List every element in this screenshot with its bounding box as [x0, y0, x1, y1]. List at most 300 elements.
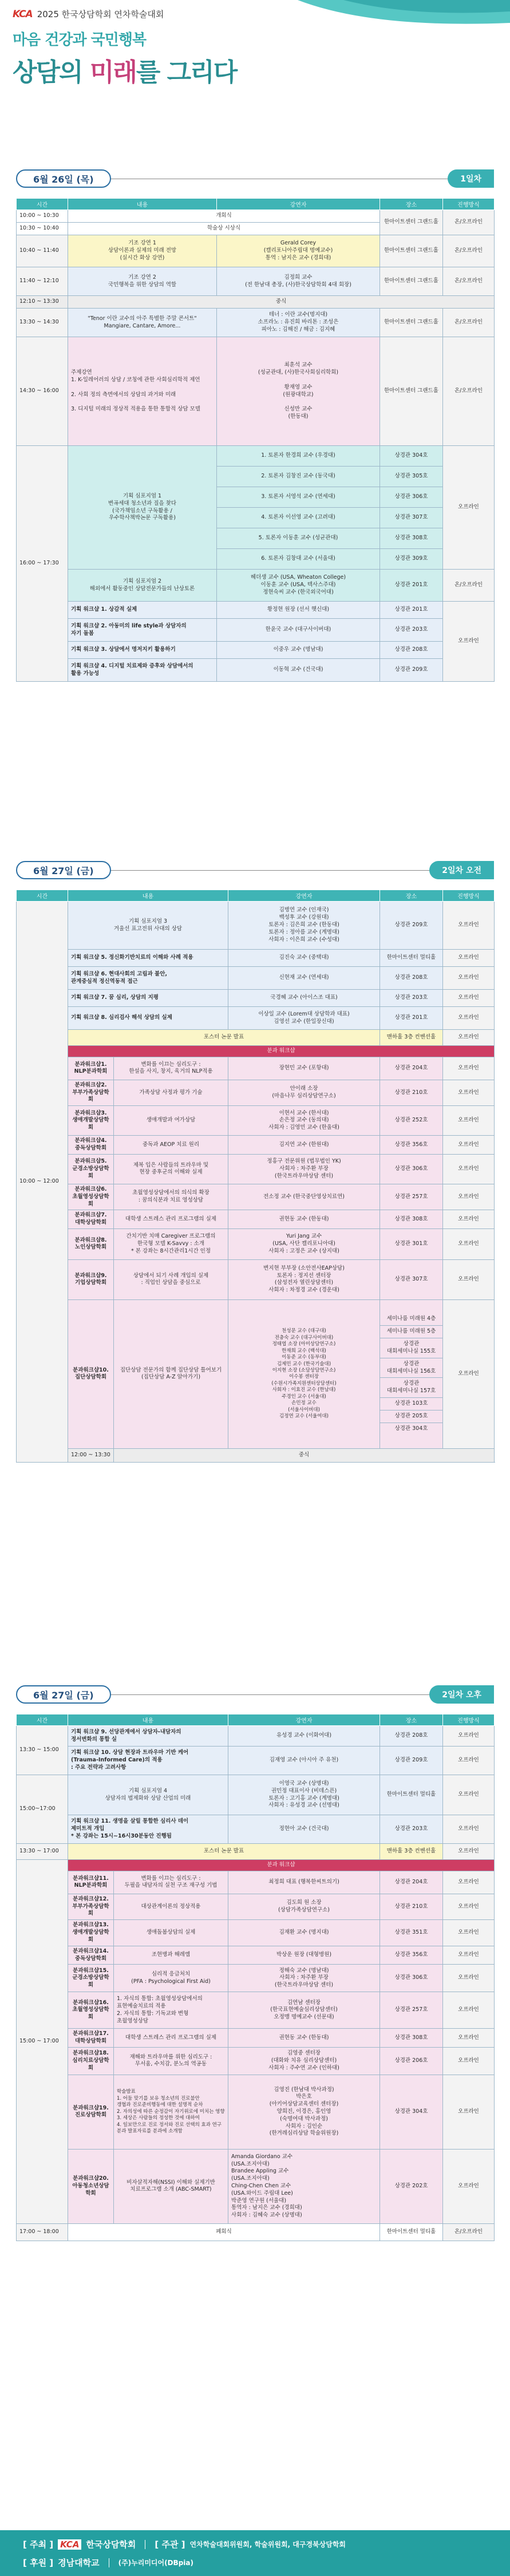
session-desc: 변곡세대 청소년과 질을 찾다 (국가책임소년 구독활용 / 우수학사책박논문 구독활용): [108, 500, 177, 521]
table-row: [17, 1448, 495, 1462]
time-cell: 13:30 ~ 17:00: [17, 1844, 68, 1860]
table-row: [17, 1299, 495, 1448]
time-cell: 17:00 ~ 18:00: [17, 2223, 68, 2241]
footer-row: [23, 2557, 193, 2569]
place-cell: 상경관 306호: [380, 1154, 443, 1184]
mode-cell: 오프라인: [443, 1775, 495, 1815]
mode-cell: 온/오프라인: [443, 337, 495, 446]
place-cell: 상경관 257호: [380, 1184, 443, 1210]
place-cell: 상경관 209호: [380, 902, 443, 950]
co-name: 연차학술대회위원회, 학술위원회, 대구경북상담학회: [189, 2541, 346, 2549]
place-cell: 상경관 202호: [380, 2149, 443, 2223]
speaker-cell: Amanda Giordano 교수 (USA.조지아대) Brandee Appling 교수 (USA.조지아대) Ching-Chen Chen 교수 (USA.와이드 주립대 Lee) 박준영 연구원 (서울대) 통역자 : 남지은 교수 (경희대) 사회자 : 김혜숙 교수 (상명대): [228, 2149, 380, 2223]
content-cell: 생애돌봄상담의 실제: [114, 1920, 228, 1946]
table-row: [17, 446, 495, 467]
time-cell: 15:00~17:00: [17, 1775, 68, 1844]
speaker-cell: 6. 토론자 김창대 교수 (서울대): [217, 549, 380, 570]
speaker-cell: 2. 토론자 김창진 교수 (동국대): [217, 467, 380, 487]
content-cell: 대학생 스트레스 관리 프로그램의 실제: [114, 2029, 228, 2048]
session-title: 기획 심포지엄 3: [128, 918, 168, 924]
speaker-cell: 권현동 교수 (한동대): [228, 2029, 380, 2048]
table-row: [17, 210, 495, 223]
place-cell: 상경관 308호: [380, 528, 443, 549]
speaker-cell: 권현동 교수 (한동대): [228, 1210, 380, 1229]
table-row: [17, 235, 495, 267]
col-place: 장소: [380, 1714, 443, 1726]
content-cell: 중식: [68, 296, 495, 309]
place-cell: 상경관 208호: [380, 1726, 443, 1747]
content-cell: 포스터 논문 발표: [68, 1844, 380, 1860]
workshop-name: 분과워크샵6. 초월영성상담학회: [68, 1184, 114, 1210]
place-cell: 상경관 204호: [380, 1871, 443, 1894]
col-content: 내용: [68, 1714, 228, 1726]
content-cell: 재해와 트라우마를 위한 심리도구 : 무서움, 수치감, 분노의 역공동: [114, 2047, 228, 2075]
mode-cell: 오프라인: [443, 1030, 495, 1046]
title-part: 상담의: [13, 58, 90, 87]
speaker-cell: 정해숙 교수 (명남대) 사회자 : 차주환 부장 (한국트라우마상담 센터): [228, 1965, 380, 1992]
place-cell: 상경관 307호: [380, 1259, 443, 1299]
col-time: 시간: [17, 199, 68, 210]
place-cell: 상경관 308호: [380, 2029, 443, 2048]
workshop-name: 분과워크샵13. 생애개발상담학회: [68, 1920, 114, 1946]
table-row: [17, 1965, 495, 1992]
speaker-cell: 김연남 센터장 (한국표현예술심리상담센터) 오정맹 명예교수 (선문대): [228, 1992, 380, 2029]
table-row: [17, 1184, 495, 1210]
content-cell: [68, 267, 217, 296]
col-content: 내용: [68, 199, 217, 210]
speaker-cell: 정현아 교수 (건국대): [228, 1815, 380, 1844]
content-cell: [68, 309, 217, 337]
place-cell: 상경관 307호: [380, 508, 443, 528]
subtitle: 마음 건강과 국민행복: [13, 31, 147, 49]
speaker-cell: 유성경 교수 (이화여대): [228, 1726, 380, 1747]
mode-cell: 온/오프라인: [443, 570, 495, 602]
table-row: [17, 2075, 495, 2149]
content-cell: [68, 570, 217, 602]
main-title: [13, 52, 493, 88]
workshop-name: 분과워크샵1. NLP분과학회: [68, 1057, 114, 1080]
place-cell: 상경관 203호: [380, 619, 443, 642]
mode-cell: 오프라인: [443, 2075, 495, 2149]
table-row: [17, 2149, 495, 2223]
mode-cell: 오프라인: [443, 1210, 495, 1229]
session-title: 기조 강연 2: [128, 274, 156, 280]
day2pm-date: 6월 27일 (금): [16, 1685, 111, 1704]
mode-cell: 오프라인: [443, 950, 495, 967]
session-desc: 상담이론과 실제의 미래 전망 (실시간 화상 강연): [108, 247, 177, 261]
place-cell: 한마이트센터 그랜드홀: [380, 267, 443, 296]
speaker-cell: 김정희 교수 (전 한남대 총장, (사)한국상담학회 4대 회장): [217, 267, 380, 296]
place-cell: 상경관 209호: [380, 1747, 443, 1775]
speaker-cell: 1. 토론자 한경희 교수 (우경대): [217, 446, 380, 467]
day2am-date: 6월 27일 (금): [16, 861, 111, 879]
speaker-cell: 김병연 교수 (인재국) 백성후 교수 (강원대) 토론자 : 김은희 교수 (한동대) 토론자 : 정아름 교수 (계명대) 사회자 : 이은희 교수 (수성대): [228, 902, 380, 950]
speaker-cell: 헤더생 교수 (USA, Wheaton College) 이동훈 교수 (USA, 텍사스주대) 정현숙씨 교수 (한국외국어대): [217, 570, 380, 602]
place-cell: 상경관 204호: [380, 1057, 443, 1080]
place-cell: 상경관 356호: [380, 1136, 443, 1155]
workshop-name: 분과워크샵9. 기업상담학회: [68, 1259, 114, 1299]
time-cell: 16:00 ~ 17:30: [17, 446, 68, 682]
place-cell: 상경관 203호: [380, 990, 443, 1007]
content-cell: 기획 워크샵 7. 꿈 심리, 상담의 지평: [68, 990, 228, 1007]
mode-cell: 오프라인: [443, 1871, 495, 1894]
time-cell: 11:40 ~ 12:10: [17, 267, 68, 296]
content-cell: 학술발표 1. 어둠 맞기를 보유 청소년의 진로불안 갱협과 진로준비행동에 대한 설명적 순차 2. 자의성에 따른 순정감이 자기위로에 미치는 영향 3. 세상은 사람들의 정성한 것에 대하여 4. 일보만으로 진로 정서와 진로 선택의 효과 연구 분과 발표자료를 분과에 소개함: [114, 2075, 228, 2149]
place-cell: 상경관 308호: [380, 1210, 443, 1229]
col-time: 시간: [17, 890, 68, 902]
time-cell: 10:40 ~ 11:40: [17, 235, 68, 267]
table-row: [17, 1815, 495, 1844]
day2am-section: [16, 859, 494, 1463]
speaker-cell: 이중우 교수 (명남대): [217, 642, 380, 659]
table-row: [17, 1228, 495, 1259]
workshop-name: 분과워크샵15. 군경소방상담학회: [68, 1965, 114, 1992]
room-label: 상경관 205호: [380, 1411, 442, 1423]
speaker-cell: 안이래 소장 (마음나무 심리상담연구소): [228, 1080, 380, 1105]
place-cell: 상경관 356호: [380, 1946, 443, 1965]
place-cell: 상경관 201호: [380, 570, 443, 602]
table-row: [17, 1946, 495, 1965]
place-cell: 한마이트센터 멀티홀: [380, 950, 443, 967]
workshop-name: 분과워크샵2. 부부가족상담학회: [68, 1080, 114, 1105]
mode-cell: 오프라인: [443, 1815, 495, 1844]
speaker-cell: 이영국 교수 (상명대) 권민정 대표이사 (비데스픈) 토론자 : 고기홍 교수 (계명대) 사회자 : 유성경 교수 (선명대): [228, 1775, 380, 1815]
speaker-cell: 장현민 교수 (포항대): [228, 1057, 380, 1080]
time-cell: 10:30 ~ 10:40: [17, 223, 68, 235]
workshop-name: 분과워크샵20. 아동청소년상담학회: [68, 2149, 114, 2223]
workshop-name: 분과워크샵12. 부부가족상담학회: [68, 1894, 114, 1919]
place-cell: [380, 1299, 443, 1448]
day1-badge: 1일차: [448, 169, 494, 188]
room-label: 상경관 대회세미나실 156호: [380, 1358, 442, 1378]
time-cell: 12:10 ~ 13:30: [17, 296, 68, 309]
content-cell: 제복 입은 사람들의 트라우마 및 현장 중후군의 이해와 실제: [114, 1154, 228, 1184]
session-desc: 상담자의 법제화와 상담 산업의 미래: [105, 1795, 191, 1801]
session-desc: 국민행복을 위한 상담의 역할: [108, 281, 177, 288]
table-header: [17, 890, 495, 902]
col-speaker: 강연자: [217, 199, 380, 210]
mode-cell: 오프라인: [443, 1747, 495, 1775]
mode-cell: 온/오프라인: [443, 309, 495, 337]
workshop-name: 분과워크샵5. 군경소방상담학회: [68, 1154, 114, 1184]
mode-cell: 오프라인: [443, 1184, 495, 1210]
table-row: [17, 1106, 495, 1136]
place-cell: 상경관 210호: [380, 1894, 443, 1919]
content-cell: [68, 446, 217, 570]
place-cell: 한마이트센터 그랜드홀: [380, 210, 443, 235]
content-cell: 집단상담 전문가의 함께 집단상담 틀어보기 (집단상담 A-Z 알아가기): [114, 1299, 228, 1448]
place-cell: 한마이트센터 멀티홀: [380, 1775, 443, 1815]
place-cell: 상경관 306호: [380, 487, 443, 508]
content-cell: 대학생 스트레스 관리 프로그램의 실제: [114, 1210, 228, 1229]
table-row: [17, 1920, 495, 1946]
mode-cell: 오프라인: [443, 1920, 495, 1946]
col-content: 내용: [68, 890, 228, 902]
content-cell: 비자살적자해(NSSI) 이해와 실제기반 치료프로그램 소개 (ABC-SMART): [114, 2149, 228, 2223]
mode-cell: 오프라인: [443, 1844, 495, 1860]
speaker-cell: 김진숙 교수 (중택대): [228, 950, 380, 967]
content-cell: 기획 워크샵 6. 현대사회의 고립과 불안, 관계중심적 정신역동적 접근: [68, 967, 228, 990]
day1-table: [16, 198, 495, 682]
mode-cell: 오프라인: [443, 2149, 495, 2223]
content-cell: 기획 워크샵 10. 상담 현장과 트라우마 기반 케어 (Trauma-Informed Care)의 적용 : 주요 전략과 고려사항: [68, 1747, 228, 1775]
place-cell: 상경관 208호: [380, 967, 443, 990]
day2am-table: [16, 890, 495, 1463]
mode-cell: 오프라인: [443, 1259, 495, 1299]
workshop-name: 분과워크샵17. 대학상담학회: [68, 2029, 114, 2048]
content-cell: 생애개발과 여가상담: [114, 1106, 228, 1136]
speaker-cell: 황정현 원장 (선서 헷신대): [217, 602, 380, 619]
day2pm-section: [16, 1683, 494, 2241]
time-cell: 14:30 ~ 16:00: [17, 337, 68, 446]
title-part: 를 그리다: [136, 58, 237, 87]
mode-cell: 오프라인: [443, 1992, 495, 2029]
table-row: [17, 659, 495, 682]
speaker-cell: 김영중 센터장 (대화와 치유 심리상담센터) 사회자 : 주수연 교수 (인하대): [228, 2047, 380, 2075]
content-cell: 대상관계이론의 정상적용: [114, 1894, 228, 1919]
place-cell: 상경관 203호: [380, 1815, 443, 1844]
table-row: [17, 619, 495, 642]
mode-cell: 온/오프라인: [443, 267, 495, 296]
content-cell: 기획 워크샵 1. 상감적 실제: [68, 602, 217, 619]
content-cell: 1. 자식의 통합: 초월영성상담에서의 표현예술치료의 적용 2. 자식의 통합: 기독교와 변형 초월영성상담: [114, 1992, 228, 2029]
content-cell: 기획 워크샵 3. 상담에서 명저지키 활용하기: [68, 642, 217, 659]
room-label: 상경관 304호: [394, 1425, 428, 1432]
speaker-cell: 한윤국 교수 (대구사이버대): [217, 619, 380, 642]
content-cell: [68, 1775, 228, 1815]
col-place: 장소: [380, 890, 443, 902]
table-row: [17, 1726, 495, 1747]
mode-cell: 온/오프라인: [443, 2223, 495, 2241]
day1-date: 6월 26일 (목): [16, 169, 111, 188]
workshop-name: 분과워크샵10. 집단상담학회: [68, 1299, 114, 1448]
day2am-date-row: [16, 859, 494, 882]
col-time: 시간: [17, 1714, 68, 1726]
speaker-cell: 이현서 교수 (한서대) 손은정 교수 (동의대) 사회자 : 김영민 교수 (한울대): [228, 1106, 380, 1136]
session-title: 주제강연: [71, 369, 92, 376]
mode-cell: 오프라인: [443, 1136, 495, 1155]
table-row: [17, 642, 495, 659]
table-row: [17, 1057, 495, 1080]
table-row: [17, 1775, 495, 1815]
col-place: 장소: [380, 199, 443, 210]
table-row: [17, 990, 495, 1007]
room-label: 세미나룸 미래원 4층: [380, 1313, 442, 1326]
content-cell: 학술상 시상식: [68, 223, 380, 235]
table-row: [17, 1030, 495, 1046]
time-cell: 12:00 ~ 13:30: [68, 1448, 114, 1462]
table-row: [17, 1259, 495, 1299]
speaker-cell: 신현재 교수 (연세대): [228, 967, 380, 990]
place-cell: 상경관 304호: [380, 2075, 443, 2149]
table-row: [17, 570, 495, 602]
workshop-name: 분과워크샵8. 노인상담학회: [68, 1228, 114, 1259]
content-cell: [68, 337, 217, 446]
place-cell: 상경관 208호: [380, 642, 443, 659]
time-cell: 15:00 ~ 17:00: [17, 1860, 68, 2224]
content-cell: 기획 워크샵 4. 디지털 치료제와 증후와 상담에서의 활용 가능성: [68, 659, 217, 682]
workshop-name: 분과워크샵19. 진로상담학회: [68, 2075, 114, 2149]
title-emphasis: 미래: [89, 58, 136, 87]
speaker-cell: 김도희 원 소장 (상담가족상담연구소): [228, 1894, 380, 1919]
content-cell: 폐회식: [68, 2223, 380, 2241]
table-row: [17, 2029, 495, 2048]
day1-date-row: [16, 167, 494, 190]
mode-cell: 오프라인: [443, 2029, 495, 2048]
session-title: "Tenor 이란 교수의 아주 특별한 주말 콘서트": [88, 315, 197, 322]
place-cell: 맨하홀 3층 컨벤션홀: [380, 1844, 443, 1860]
mode-cell: 오프라인: [443, 446, 495, 570]
content-cell: [68, 902, 228, 950]
session-title: 기획 심포지엄 4: [128, 1787, 168, 1794]
content-cell: 기획 워크샵 2. 아동미의 life style과 상담자의 자기 돌봄: [68, 619, 217, 642]
place-cell: 상경관 210호: [380, 1080, 443, 1105]
place-cell: 상경관 201호: [380, 1007, 443, 1030]
workshop-name: 분과워크샵4. 중독상담학회: [68, 1136, 114, 1155]
conference-name: 2025 한국상담학회 연차학술대회: [37, 9, 164, 19]
table-row: [17, 1154, 495, 1184]
content-cell: 중식: [114, 1448, 495, 1462]
mode-cell: 오프라인: [443, 1057, 495, 1080]
speaker-cell: 변지현 부부장 (소안전사EAP상담) 토론자 : 정지선 센터장 (삼성전자 열린상담센터) 사회자 : 차정경 교수 (경운대): [228, 1259, 380, 1299]
place-cell: 한마이트센터 멀티홀: [380, 2223, 443, 2241]
day2pm-badge: 2일차 오후: [429, 1685, 494, 1704]
day2am-badge: 2일차 오전: [429, 861, 494, 879]
speaker-cell: 김영진 (한남대 박사과정) 박은호 (아키어상담교육센터 센터장) 양희진, 이경은, 홍인영 (숙명여대 박사과정) 사회자 : 김인순 (한겨레심리상담 학술위원장): [228, 2075, 380, 2149]
table-row: [17, 1046, 495, 1057]
place-cell: 상경관 306호: [380, 1965, 443, 1992]
place-cell: 상경관 209호: [380, 659, 443, 682]
place-cell: 상경관 252호: [380, 1106, 443, 1136]
mode-cell: 오프라인: [443, 1726, 495, 1747]
speaker-cell: 전소정 교수 (한국중단영상치료연): [228, 1184, 380, 1210]
workshop-name: 분과워크샵14. 중독상담학회: [68, 1946, 114, 1965]
table-row: [17, 309, 495, 337]
content-cell: 기획 워크샵 8. 심리검사 해석 상담의 실제: [68, 1007, 228, 1030]
content-cell: 간치기반 치매 Caregiver 프로그램의 한국형 모델 K-Savvy : 소개 * 본 강좌는 8시간관리1시간 인정: [114, 1228, 228, 1259]
time-cell: 10:00 ~ 10:30: [17, 210, 68, 223]
day1-section: [16, 167, 494, 682]
table-row: [17, 1894, 495, 1919]
table-header: [17, 199, 495, 210]
place-cell: 상경관 305호: [380, 467, 443, 487]
speaker-cell: 5. 토론자 이동훈 교수 (성균관대): [217, 528, 380, 549]
speaker-cell: 김지연 교수 (한원대): [228, 1136, 380, 1155]
kca-logo: KCA: [58, 2539, 81, 2550]
content-cell: 기획 워크샵 9. 선당관계에서 상담자-내담자의 정서변화의 통합 실: [68, 1726, 228, 1747]
mode-cell: 온/오프라인: [443, 235, 495, 267]
table-header: [17, 1714, 495, 1726]
mode-cell: 오프라인: [443, 902, 495, 950]
kca-logo: KCA: [13, 8, 33, 20]
day2pm-date-row: [16, 1683, 494, 1706]
table-row: [17, 1747, 495, 1775]
content-cell: 개회식: [68, 210, 380, 223]
table-row: [17, 267, 495, 296]
session-title: 기획 심포지엄 2: [122, 578, 162, 584]
session-title: 기획 심포지엄 1: [122, 492, 162, 499]
col-speaker: 강연자: [228, 1714, 380, 1726]
mode-cell: 오프라인: [443, 1080, 495, 1105]
table-row: [17, 1136, 495, 1155]
session-desc: Mangiare, Cantare, Amore...: [104, 322, 181, 329]
mode-cell: 오프라인: [443, 990, 495, 1007]
speaker-cell: 김재영 교수 (아시아 주 유천): [228, 1747, 380, 1775]
table-row: [17, 2047, 495, 2075]
conference-line: [13, 8, 493, 20]
col-mode: 진행방식: [443, 1714, 495, 1726]
speaker-cell: 정홍구 전문위원 (법무법인 YK) 사회자 : 차주환 부장 (한국트라우마상담 센터): [228, 1154, 380, 1184]
place-cell: 상경관 304호: [380, 446, 443, 467]
mode-cell: 오프라인: [443, 602, 495, 682]
place-cell: 맨하홀 3층 컨벤션홀: [380, 1030, 443, 1046]
col-mode: 진행방식: [443, 890, 495, 902]
host-label: [ 주최 ]: [23, 2539, 54, 2550]
col-speaker: 강연자: [228, 890, 380, 902]
place-cell: 상경관 301호: [380, 1228, 443, 1259]
mode-cell: 오프라인: [443, 1946, 495, 1965]
workshop-name: 분과워크샵7. 대학상담학회: [68, 1210, 114, 1229]
footer-row: [23, 2538, 346, 2550]
session-title: 기조 강연 1: [128, 240, 156, 247]
mode-cell: 오프라인: [443, 1228, 495, 1259]
speaker-cell: Gerald Corey (캘리포니아주립대 명예교수) 통역 : 남지은 교수 (경희대): [217, 235, 380, 267]
table-row: [17, 602, 495, 619]
workshop-name: 분과워크샵16. 초월영성상담학회: [68, 1992, 114, 2029]
workshop-name: 분과워크샵3. 생애개발상담학회: [68, 1106, 114, 1136]
content-cell: 중독과 AEOP 치료 원리: [114, 1136, 228, 1155]
session-desc: 1. K-일레어러의 상담 / 코칭에 관한 사회심리학적 제언 2. 사회 정의 측면에서의 상담의 과거와 미래 3. 디지털 미래의 정상적 적용을 통한 통합적 상담 모델: [71, 376, 200, 413]
speaker-cell: 3. 토론자 서영석 교수 (연세대): [217, 487, 380, 508]
place-cell: 한마이트센터 그랜드홀: [380, 309, 443, 337]
place-cell: 상경관 351호: [380, 1920, 443, 1946]
content-cell: 변화를 이끄는 심리도구 : 두필을 내담자의 실천 구조 재구성 기법: [114, 1871, 228, 1894]
place-cell: 한마이트센터 그랜드홀: [380, 337, 443, 446]
mode-cell: 오프라인: [443, 1299, 495, 1448]
footer: [0, 2530, 510, 2576]
workshop-name: 분과워크샵11. NLP분과학회: [68, 1871, 114, 1894]
mode-cell: 오프라인: [443, 967, 495, 990]
workshop-name: 분과워크샵18. 심리치료상담학회: [68, 2047, 114, 2075]
room-label: 상경관 대회세미나실 157호: [380, 1378, 442, 1398]
table-row: [17, 1992, 495, 2029]
speaker-cell: Yuri Jang 교수 (USA, 사단 캘리포니아대) 사회자 : 고정은 교수 (상지대): [228, 1228, 380, 1259]
speaker-cell: 김재환 교수 (명지대): [228, 1920, 380, 1946]
table-row: [17, 296, 495, 309]
speaker-cell: 이상일 교수 (Lorem대 상담학과 대표) 김영선 교수 (한일장신대): [228, 1007, 380, 1030]
table-row: [17, 902, 495, 950]
content-cell: 변화를 이끄는 심리도구 : 한설을 사지, 창지, 육거의 NLP적용: [114, 1057, 228, 1080]
table-row: [17, 967, 495, 990]
place-cell: 상경관 257호: [380, 1992, 443, 2029]
session-desc: 겨울선 표고전위 사대의 상담: [113, 925, 183, 932]
speaker-cell: 박상운 원장 (대형병원): [228, 1946, 380, 1965]
room-label: 세미나룸 미래원 5층: [380, 1326, 442, 1338]
time-cell: 13:30 ~ 15:00: [17, 1726, 68, 1775]
content-cell: 조현병과 해레엠: [114, 1946, 228, 1965]
content-cell: 포스터 논문 발표: [68, 1030, 380, 1046]
host-name: 한국상담학회: [86, 2539, 136, 2550]
table-row: [17, 1860, 495, 1871]
speaker-cell: 4. 토론자 이선영 교수 (고려대): [217, 508, 380, 528]
speaker-cell: 테너 : 이란 교수(명지대) 소프라노 : 유진희 바리톤 : 조성은 피아노 : 김해진 / 해금 : 김지혜: [217, 309, 380, 337]
mode-cell: 오프라인: [443, 2047, 495, 2075]
mode-cell: 오프라인: [443, 1894, 495, 1919]
co-label: [ 주관 ]: [155, 2539, 185, 2550]
content-cell: 심리적 응급처치 (PFA : Psychological First Aid): [114, 1965, 228, 1992]
table-row: [17, 1210, 495, 1229]
sponsor-label: [ 후원 ]: [23, 2558, 54, 2568]
